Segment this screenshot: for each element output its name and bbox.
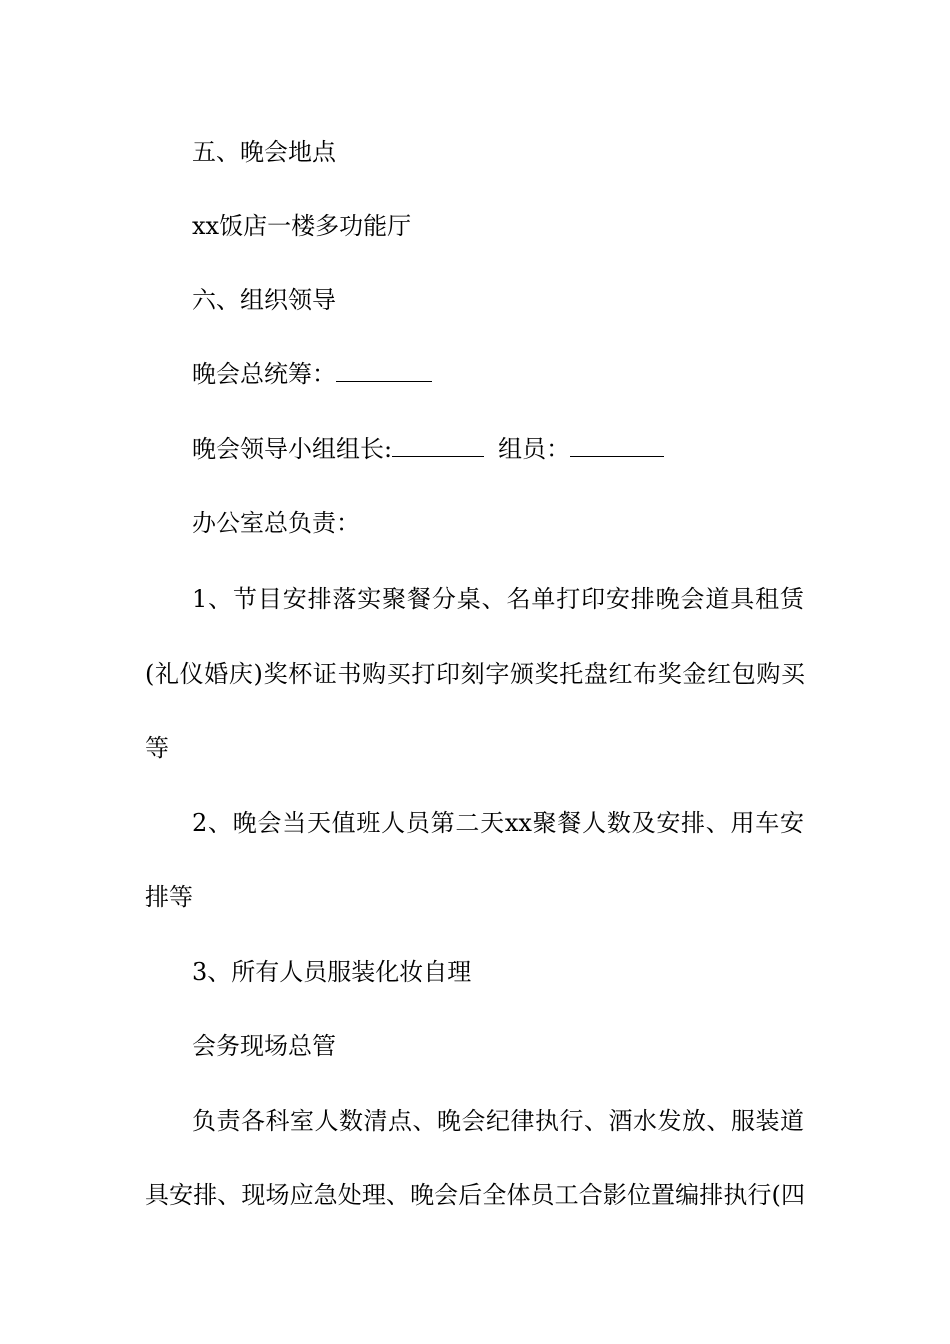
general-coordinator-label: 晚会总统筹： (192, 360, 336, 388)
paragraph-4-line-2: 具安排、现场应急处理、晚会后全体员工合影位置编排执行(四 (145, 1181, 805, 1209)
paragraph-3: 3、所有人员服装化妆自理 (192, 958, 472, 986)
paragraph-1-line-1: 1、节目安排落实聚餐分桌、名单打印安排晚会道具租赁 (192, 585, 804, 613)
general-coordinator-blank (336, 359, 432, 382)
office-responsible-heading: 办公室总负责： (192, 509, 360, 537)
group-leader-label: 晚会领导小组组长: (192, 435, 393, 463)
paragraph-1-line-3: 等 (145, 734, 169, 762)
onsite-manager-heading: 会务现场总管 (192, 1032, 336, 1060)
group-leader-blank (392, 434, 484, 457)
paragraph-2-line-1: 2、晚会当天值班人员第二天xx聚餐人数及安排、用车安 (192, 809, 804, 837)
group-member-label: 组员： (498, 435, 571, 463)
section-heading-organization: 六、组织领导 (192, 286, 336, 314)
paragraph-4-line-1: 负责各科室人数清点、晚会纪律执行、酒水发放、服装道 (192, 1107, 804, 1135)
general-coordinator-line (192, 359, 432, 389)
group-member-blank (570, 434, 664, 457)
venue-text: xx饭店一楼多功能厅 (192, 212, 412, 240)
paragraph-1-line-2: (礼仪婚庆)奖杯证书购买打印刻字颁奖托盘红布奖金红包购买 (145, 660, 805, 688)
section-heading-venue: 五、晚会地点 (192, 138, 336, 166)
paragraph-2-line-2: 排等 (145, 883, 193, 911)
leadership-group-line (192, 434, 664, 464)
